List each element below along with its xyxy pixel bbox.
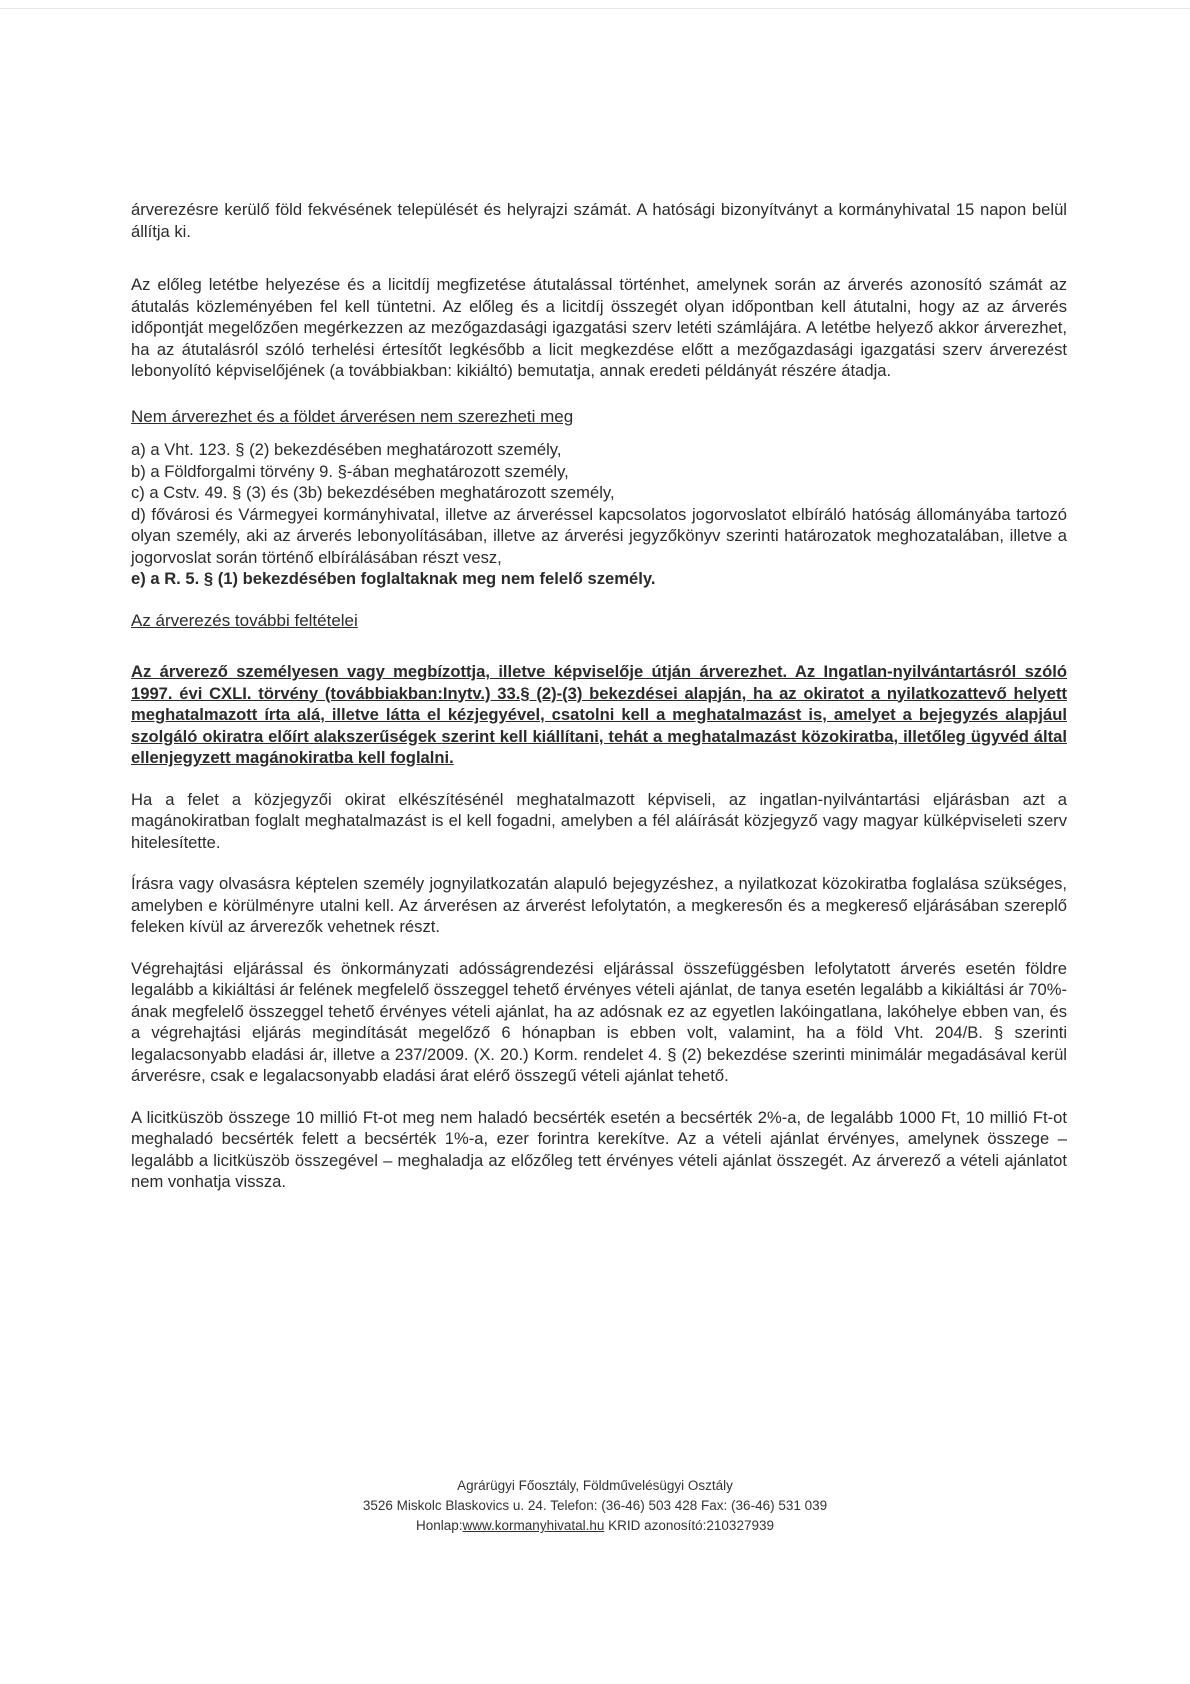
list-item: d) fővárosi és Vármegyei kormányhivatal, illetve az árveréssel kapcsolatos jogorvoslatot elbíráló hatóság állományába tartozó olyan személy, aki az árverés lebonyolításában, illetve az árverési jegyzőkönyv szerinti határozatok meghozatalában, illetve a jogorvoslat során történő elbírálásában részt vesz, (131, 504, 1067, 567)
list-item: c) a Cstv. 49. § (3) és (3b) bekezdésében meghatározott személy, (131, 483, 615, 502)
page-footer (250, 1476, 940, 1536)
section-heading-exclusions: Nem árverezhet és a földet árverésen nem szerezheti meg (131, 406, 574, 426)
exclusion-list (131, 439, 1067, 590)
list-item: e) a R. 5. § (1) bekezdésében foglaltaknak meg nem felelő személy. (131, 569, 656, 588)
footer-web-line (250, 1516, 940, 1536)
paragraph-enforcement: Végrehajtási eljárással és önkormányzati adósságrendezési eljárással összefüggésben lefolytatott árverés esetén földre legalább a kikiáltási ár felének megfelelő összeggel tehető érvényes vételi ajánlat, de tanya esetén legalább a kikiáltási ár 70%-ának megfelelő összeggel tehető érvényes vételi ajánlat, ha az adósnak ez az egyetlen lakóingatlana, lakóhelye ebben van, és a végrehajtási eljárás megindítását megelőző 6 hónapban is ebben volt, valamint, ha a föld Vht. 204/B. § szerinti legalacsonyabb eladási ár, illetve a 237/2009. (X. 20.) Korm. rendelet 4. § (2) bekezdése szerinti minimálár megadásával kerül árverésre, csak e legalacsonyabb eladási árat elérő összegű vételi ajánlat tehető. (131, 958, 1067, 1085)
bold-underlined-block: Az árverező személyesen vagy megbízottja, illetve képviselője útján árverezhet. Az Ingatlan-nyilvántartásról szóló 1997. évi CXLI. törvény (továbbiakban:Inytv.) 33.§ (2)-(3) bekezdései alapján, ha az okiratot a nyilatkozattevő helyett meghatalmazott írta alá, illetve látta el kézjegyével, csatolni kell a meghatalmazást is, amelyet a bejegyzés alapjául szolgáló okiratra előírt alakszerűségek szerint kell kiállítani, tehát a meghatalmazást közokiratba, illetőleg ügyvéd által ellenjegyzett magánokiratba kell foglalni. (131, 662, 1067, 767)
document-body (131, 199, 1067, 1213)
footer-address: 3526 Miskolc Blaskovics u. 24. Telefon: (36-46) 503 428 Fax: (36-46) 531 039 (362, 1498, 828, 1513)
list-item: a) a Vht. 123. § (2) bekezdésében meghatározott személy, (131, 440, 562, 459)
footer-department: Agrárügyi Főosztály, Földművelésügyi Osztály (457, 1478, 733, 1493)
scan-edge-line (0, 8, 1190, 9)
paragraph-deposit: Az előleg letétbe helyezése és a licitdíj megfizetése átutalással történhet, amelynek során az árverés azonosító számát az átutalás közleményében fel kell tüntetni. Az előleg és a licitdíj összegét olyan időpontban kell átutalni, hogy az az árverés időpontját megelőzően megérkezzen az mezőgazdasági igazgatási szerv letéti számlájára. A letétbe helyező akkor árverezhet, ha az átutalásról szóló terhelési értesítőt legkésőbb a licit megkezdése előtt a mezőgazdasági igazgatási szerv árverezést lebonyolító képviselőjének (a továbbiakban: kikiáltó) bemutatja, annak eredeti példányát részére átadja. (131, 275, 1067, 380)
paragraph-intro: árverezésre kerülő föld fekvésének települését és helyrajzi számát. A hatósági bizonyítványt a kormányhivatal 15 napon belül állítja ki. (131, 200, 1067, 241)
section-heading-conditions: Az árverezés további feltételei (131, 610, 358, 630)
homepage-link[interactable]: www.kormanyhivatal.hu (462, 1518, 605, 1533)
footer-krid: KRID azonosító:210327939 (604, 1518, 774, 1533)
paragraph-notary: Ha a felet a közjegyzői okirat elkészítésénél meghatalmazott képviseli, az ingatlan-nyilvántartási eljárásban azt a magánokiratban foglalt meghatalmazást is el kell fogadni, amelyben a fél aláírását közjegyző vagy magyar külképviseleti szerv hitelesítette. (131, 789, 1067, 852)
list-item: b) a Földforgalmi törvény 9. §-ában meghatározott személy, (131, 461, 569, 481)
paragraph-illiterate: Írásra vagy olvasásra képtelen személy jognyilatkozatán alapuló bejegyzéshez, a nyilatkozat közokiratba foglalása szükséges, amelyben e körülményre utalni kell. Az árverésen az árverést lefolytatón, a megkeresőn és a megkereső eljárásában szereplő feleken kívül az árverezők vehetnek részt. (131, 874, 1067, 936)
paragraph-bid-threshold: A licitküszöb összege 10 millió Ft-ot meg nem haladó becsérték esetén a becsérték 2%-a, de legalább 1000 Ft, 10 millió Ft-ot meghaladó becsérték felett a becsérték 1%-a, ezer forintra kerekítve. Az a vételi ajánlat érvényes, amelynek összege – legalább a licitküszöb összegével – meghaladja az előzőleg tett érvényes vételi ajánlat összegét. Az árverező a vételi ajánlatot nem vonhatja vissza. (131, 1107, 1067, 1191)
footer-homepage-label: Honlap: (416, 1518, 463, 1533)
